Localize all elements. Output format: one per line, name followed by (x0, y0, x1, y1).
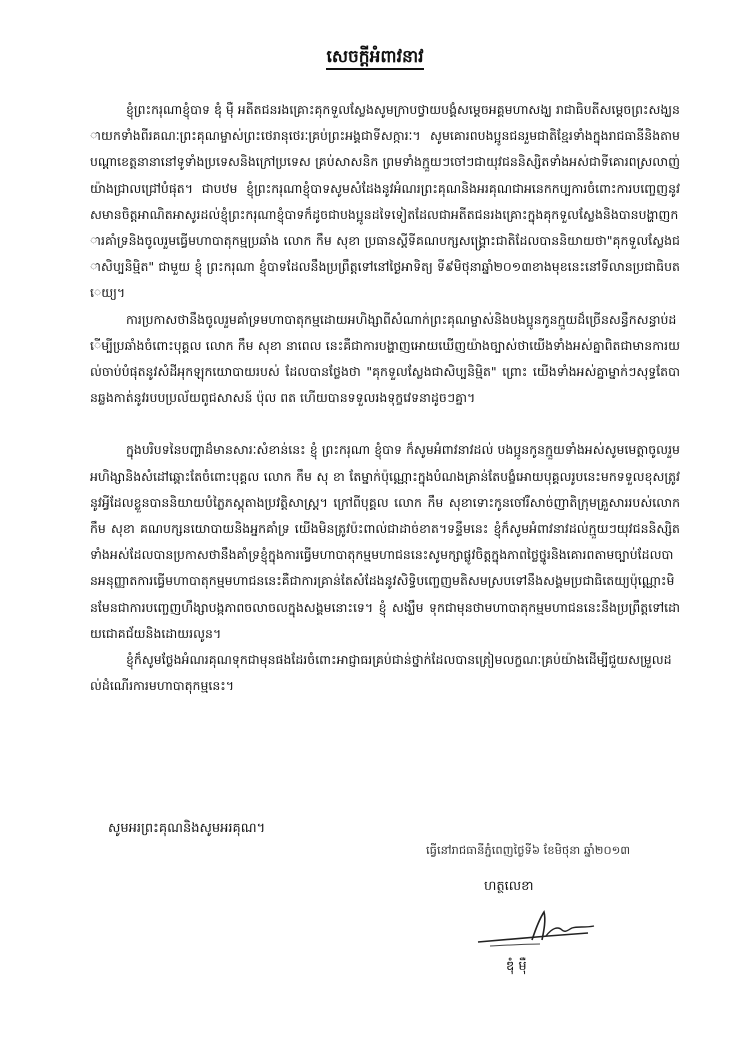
paragraph-4: ខ្ញុំក៏សូមថ្លែងអំណរគុណទុកជាមុនផងដែរចំពោះអាជ្ញាធរគ្រប់ជាន់ថ្នាក់ដែលបានត្រៀមលក្ខណៈគ្រប់យ៉ាងដើម្បីជួយសម្រួលដល់ដំណើរការមហាបាតុកម្មនេះ។ (90, 652, 672, 694)
date-place-line: ធ្វើនៅរាជធានីភ្នំពេញថ្ងៃទី៦ ខែមិថុនា ឆ្នាំ២០១៣ (426, 843, 631, 857)
paragraph-3: ក្នុងបរិបទនៃបញ្ហាដ៏មានសារៈសំខាន់នេះ ខ្ញុំ ព្រះករុណា ខ្ញុំបាទ ក៏សូមអំពាវនាវដល់ បងប្អូនកូនក្មួយទាំងអស់សូមមេត្តាចូលរួមអហិង្សានិងសំដៅឆ្ពោះតែចំពោះបុគ្គល លោក កឹម សុ ខា តែម្នាក់ប៉ុណ្ណោះក្នុងបំណងគ្រាន់តែបង្ខំអោយបុគ្គលរូបនេះមកទទួលខុសត្រូវនូវអ្វីដែលខ្លួនបាននិយាយបំភ្លៃភស្តុតាងប្រវត្តិសាស្ត្រ។ ក្រៅពីបុគ្គល លោក កឹម សុខាទោះកូនចៅរឺសាច់ញាតិក្រុមគ្រួសាររបស់លោក កឹម សុខា គណបក្សនយោបាយនិងអ្នកគាំទ្រ យើងមិនត្រូវប៉ះពាល់ជាដាច់ខាត។ទន្ទឹមនេះ ខ្ញុំក៏សូមអំពាវនាវដល់ក្មួយៗយុវជននិស្សិតទាំងអស់ដែលបានប្រកាសថានឹងគាំទ្រខ្ញុំក្នុងការធ្វើមហាបាតុកម្មមហាជននេះសូមក្សាផ្លូវចិត្តក្នុងភាពថ្លៃថ្នូរនិងគោរពតាមច្បាប់ដែលបានអនុញ្ញាតការធ្វើមហាបាតុកម្មមហាជននេះគឺជាការគ្រាន់តែសំដែងនូវសិទ្ធិបញ្ចេញមតិសមស្របទៅនឹងសង្គមប្រជាធិតេយ្យប៉ុណ្ណោះមិនមែនជាការបញ្ចេញហឹង្សាបង្កភាពចលាចលក្នុងសង្គមនោះទេ។ ខ្ញុំ សង្ឃឹម ទុកជាមុនថាមហាបាតុកម្មមហាជននេះនឹងប្រព្រឹត្តទៅដោយជោគជ័យនិងដោយរលូន។ (90, 442, 680, 641)
closing-line: សូមអរព្រះគុណនិងសូមអរគុណ។ (108, 821, 266, 836)
signature-label: ហត្ថលេខា (484, 879, 534, 894)
handwritten-signature (470, 900, 620, 960)
signer-name: ឌុំ ម៉ឺ (506, 959, 527, 974)
paragraph-2: ការប្រកាសថានឹងចូលរួមគាំទ្រមហាបាតុកម្មដោយអហិង្សាពីសំណាក់ព្រះគុណម្ចាស់និងបងប្អូនកូនក្មួយដ៏ច្រើនសន្ធឹកសន្ធាប់ដើម្បីប្រឆាំងចំពោះបុគ្គល លោក កឹម សុខា នាពេល នេះគឺជាការបង្ហាញអោយឃើញយ៉ាងច្បាស់ថាយើងទាំងអស់គ្នាពិតជាមានការយល់ចាប់បំផុតនូវសំដីអុកឡុកយោបាយរបស់ ដែលបានថ្លែងថា "គុកទួលស្លែងជាសិប្បនិម្មិត" ព្រោះ យើងទាំងអស់គ្នាម្នាក់ៗសុទ្ធតែបានឆ្លងកាត់នូវរបបប្រល័យពូជសាសន៍ ប៉ុល ពត ហើយបានទទួលរងទុក្ខវេទនាដូចៗគ្នា។ (90, 311, 680, 406)
document-body (90, 97, 680, 699)
paragraph-1: ខ្ញុំព្រះករុណាខ្ញុំបាទ ឌុំ ម៉ឺ អតីតជនរងគ្រោះគុកទួលស្លែងសូមក្រាបថ្វាយបង្គំសម្តេចអគ្គមហាសង្ឃ រាជាធិបតីសម្តេចព្រះសង្ឃនាយកទាំងពីរគណៈព្រះគុណម្ចាស់ព្រះថេរានុថេរៈគ្រប់ព្រះអង្គជាទីសក្ការៈ។ សូមគោរពបងប្អូនជនរួមជាតិខ្មែរទាំងក្នុងរាជធានីនិងតាមបណ្តាខេត្តនានានៅទូទាំងប្រទេសនិងក្រៅប្រទេស គ្រប់សាសនិក ព្រមទាំងក្មួយៗចៅៗជាយុវជននិស្សិតទាំងអស់ជាទីគោរពស្រលាញ់យ៉ាងជ្រាលជ្រៅបំផុត។ ជាបឋម ខ្ញុំព្រះករុណាខ្ញុំបាទសូមសំដែងនូវអំណរព្រះគុណនិងអរគុណជាអនេកកប្បការចំពោះការបញ្ចេញនូវសមានចិត្តអាណិតអាសូរដល់ខ្ញុំព្រះករុណាខ្ញុំបាទក៏ដូចជាបងប្អូនដទៃទៀតដែលជាអតីតជនរងគ្រោះក្នុងគុកទួលស្លែងនិងបានបង្ហាញការគាំទ្រនិងចូលរួមធ្វើមហាបាតុកម្មប្រឆាំង លោក កឹម សុខា ប្រធានស្តីទីគណបក្សសង្គ្រោះជាតិដែលបាននិយាយថា"គុកទួលស្លែងជាសិប្បនិម្មិត" ជាមួយ ខ្ញុំ ព្រះករុណា ខ្ញុំបាទដែលនឹងប្រព្រឹត្តទៅនៅថ្ងៃអាទិត្យ ទី៩មិថុនាឆ្នាំ២០១៣ខាងមុខនេះនៅទីលានប្រជាធិបតេយ្យ។ (90, 102, 680, 301)
document-title: សេចក្តីអំពាវនាវ (0, 46, 750, 68)
